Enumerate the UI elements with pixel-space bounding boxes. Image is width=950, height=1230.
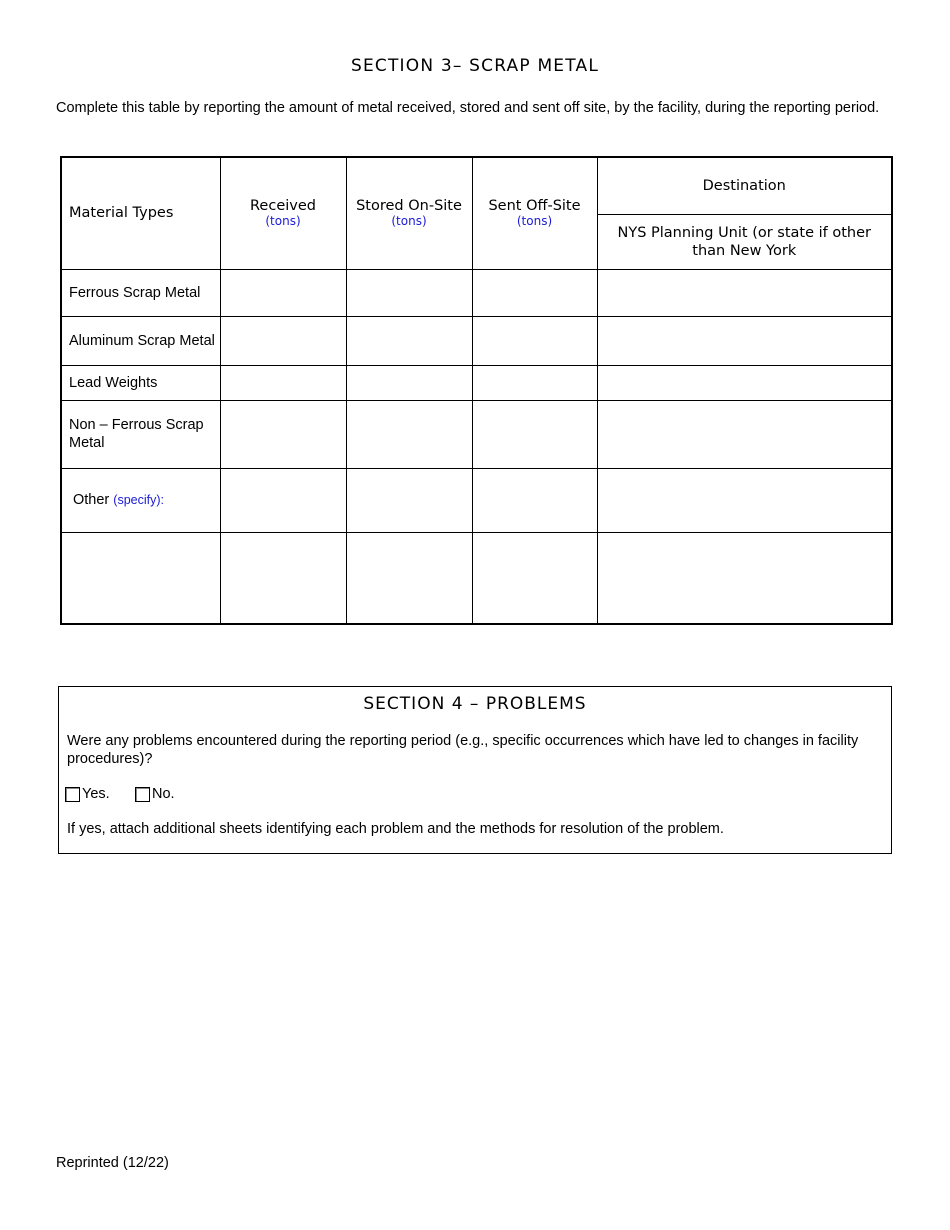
aluminum-destination-cell[interactable] — [597, 316, 892, 365]
other-specify-cell[interactable] — [61, 532, 220, 624]
lead-destination-cell[interactable] — [597, 365, 892, 400]
non-ferrous-destination-cell[interactable] — [597, 400, 892, 468]
other-specify-destination-cell[interactable] — [597, 532, 892, 624]
table-row — [61, 532, 892, 624]
problems-question: Were any problems encountered during the reporting period (e.g., specific occurrences which have led to changes in facility procedures)? — [67, 733, 859, 767]
aluminum-sent-cell[interactable] — [472, 316, 597, 365]
section4-title: SECTION 4 – PROBLEMS — [363, 694, 587, 714]
yes-option[interactable] — [65, 786, 110, 802]
yes-checkbox[interactable] — [65, 787, 80, 802]
section3-title: SECTION 3– SCRAP METAL — [350, 56, 600, 76]
no-option[interactable] — [135, 786, 175, 802]
row-label-ferrous: Ferrous Scrap Metal — [61, 269, 220, 316]
other-specify-received-cell[interactable] — [220, 532, 346, 624]
ferrous-received-cell[interactable] — [220, 269, 346, 316]
header-destination: Destination — [597, 157, 892, 214]
header-stored — [346, 157, 472, 269]
table-row — [61, 365, 892, 400]
no-checkbox[interactable] — [135, 787, 150, 802]
section4-box — [58, 686, 892, 854]
other-destination-cell[interactable] — [597, 468, 892, 532]
header-received-label: Received — [250, 198, 316, 215]
header-sent-label: Sent Off-Site — [488, 198, 581, 215]
ferrous-stored-cell[interactable] — [346, 269, 472, 316]
ferrous-destination-cell[interactable] — [597, 269, 892, 316]
ferrous-sent-cell[interactable] — [472, 269, 597, 316]
table-row — [61, 316, 892, 365]
other-received-cell[interactable] — [220, 468, 346, 532]
aluminum-received-cell[interactable] — [220, 316, 346, 365]
table-row — [61, 400, 892, 468]
lead-received-cell[interactable] — [220, 365, 346, 400]
other-sent-cell[interactable] — [472, 468, 597, 532]
header-sent — [472, 157, 597, 269]
table-row — [61, 269, 892, 316]
section3-instructions: Complete this table by reporting the amount of metal received, stored and sent off site, by the facility, during the reporting period. — [56, 100, 880, 116]
header-sent-unit: (tons) — [516, 214, 553, 229]
row-label-non-ferrous: Non – Ferrous Scrap Metal — [61, 400, 220, 468]
other-specify-stored-cell[interactable] — [346, 532, 472, 624]
non-ferrous-sent-cell[interactable] — [472, 400, 597, 468]
row-label-lead: Lead Weights — [61, 365, 220, 400]
header-stored-unit: (tons) — [391, 214, 427, 229]
yes-label: Yes. — [82, 786, 110, 802]
non-ferrous-stored-cell[interactable] — [346, 400, 472, 468]
other-specify-sent-cell[interactable] — [472, 532, 597, 624]
other-label: Other — [73, 492, 110, 508]
no-label: No. — [152, 786, 175, 802]
aluminum-stored-cell[interactable] — [346, 316, 472, 365]
header-received-unit: (tons) — [265, 214, 301, 229]
other-specify-hint: (specify): — [113, 493, 164, 507]
header-stored-label: Stored On-Site — [356, 198, 462, 215]
problems-note: If yes, attach additional sheets identifying each problem and the methods for resolution of the problem. — [67, 821, 724, 837]
lead-stored-cell[interactable] — [346, 365, 472, 400]
header-material-types: Material Types — [61, 157, 220, 269]
reprinted-footer: Reprinted (12/22) — [56, 1155, 169, 1171]
table-row — [61, 468, 892, 532]
header-received — [220, 157, 346, 269]
row-label-other — [61, 468, 220, 532]
header-destination-sub: NYS Planning Unit (or state if other than New York — [597, 214, 892, 269]
other-stored-cell[interactable] — [346, 468, 472, 532]
lead-sent-cell[interactable] — [472, 365, 597, 400]
row-label-aluminum: Aluminum Scrap Metal — [61, 316, 220, 365]
non-ferrous-received-cell[interactable] — [220, 400, 346, 468]
scrap-metal-table — [60, 156, 893, 625]
